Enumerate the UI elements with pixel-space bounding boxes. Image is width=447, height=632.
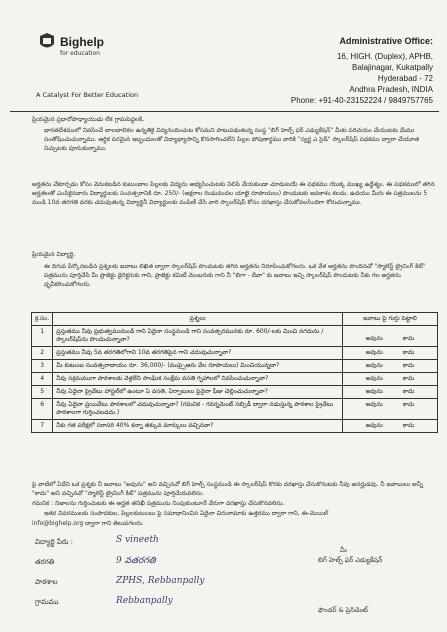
answer-cell[interactable]	[343, 386, 438, 399]
answer-yes[interactable]: అవును	[365, 401, 383, 408]
answer-cell[interactable]	[343, 347, 438, 360]
office-line: 16, HIGH. (Duplex), APHB,	[336, 52, 433, 61]
name-label: విద్యార్థి పేరు :	[35, 538, 73, 546]
answer-yes[interactable]: అవును	[365, 375, 383, 382]
para-instructions: ఈ దిగువ పేర్కొనబడిన ప్రశ్నలకు జవాబు లిఖిత ద్వారా స్కాలర్‌షిప్ పొందుటకు తగిన అర్హతను నిరూపించుకోగలరు. ఒక వేళ అర్హతను పొందినచో "స్మాలెస్ట్ ట్రైనింగ్ కిట్" పత్రమును పూర్తిచేసి మీ ప్రాజెక్టు డైరెక్టరుకు గాని, ప్రాజెక్టు కమిటీ మెంబరుకు గాని నీ "బిగా - దేవా" కు జవాబు ఇచ్చి స్కాలర్‌షిప్ పొందుటకు నీకు గల అర్హతను ధృవీకరించుకోగలరు.	[44, 263, 426, 288]
row-question: నీకు గత పరీక్షలో సరాసరి 40% కన్నా తక్కువ మార్కులు వచ్చినవా?	[53, 420, 343, 433]
note-important: గమనిక : నిజాలను గుర్తించుటకు ఈ అర్హత తనిఖీ పత్రమును నింపుకుంటూనే వేరుగా దరఖాస్తు చేసుకొనవలెను.	[32, 500, 285, 507]
row-number: 6	[32, 399, 53, 420]
brand-name: Bighelp	[60, 35, 104, 49]
student-salutation: ప్రియమైన విద్యార్థి,	[32, 251, 76, 258]
answer-cell[interactable]	[343, 373, 438, 386]
col-answer: జవాబు పై గుర్తు పెట్టాలి	[343, 313, 438, 326]
row-question: నీవు సక్రమముగా పాఠశాలకు వెళ్లలేని సాంఘిక సంక్షేమ వసతి గృహాలలో నివసించుచున్నావా?	[53, 373, 343, 386]
header-divider	[10, 111, 439, 112]
answer-yes[interactable]: అవును	[365, 335, 383, 342]
row-number: 7	[32, 420, 53, 433]
school-field[interactable]: ZPHS, Rebbanpally	[116, 576, 205, 586]
table-header	[32, 313, 438, 326]
answer-no[interactable]: కాదు	[402, 422, 415, 429]
office-address	[243, 36, 433, 106]
table-row	[32, 420, 438, 433]
answer-no[interactable]: కాదు	[402, 388, 415, 395]
office-line: Balajinagar, Kukatpally	[352, 63, 433, 72]
table-row	[32, 360, 438, 373]
answer-yes[interactable]: అవును	[365, 422, 383, 429]
answer-no[interactable]: కాదు	[402, 375, 415, 382]
col-serial: క్ర.సం.	[32, 313, 53, 326]
row-number: 1	[32, 326, 53, 347]
note-eligibility: పై వాటిలో ఏదేని ఒక ప్రశ్నకు నీ జవాబు "అవును" అని వచ్చినచో బిగ్ హెల్ప్ సంస్థనుండి ఈ స్కాలర్‌షిప్ కొరకు దరఖాస్తు చేసుకొనుటకు నీవు అనర్హుడవు. నీ జవాబులు అన్నీ "కాదు" అని వచ్చినచో "స్మాలెస్ట్ ట్రైనింగ్ కిట్" పత్రమును పూర్తిచేయవలెను.	[32, 481, 424, 497]
table-row	[32, 347, 438, 360]
salutation: ప్రియమైన ప్రధానోపాధ్యాయుడు లేక గ్రామపెద్దలకి,	[32, 116, 145, 123]
row-question: నీవు ఏదైనా ప్రయివేటు పాఠశాలలో చదువుచున్నావా? (గమనిక - గవర్నమెంట్ సబ్సిడీ ద్వారా నడుస్తున్న పాఠశాల ప్రైవేటు పాఠశాలగా గుర్తించబడదు.)	[53, 399, 343, 420]
table-row	[32, 373, 438, 386]
signature-title: ఫౌండర్ & ప్రెసిడెంట్	[318, 606, 368, 614]
office-phone: Phone: +91-40-23152224 / 9849757765	[290, 96, 433, 105]
row-question: ప్రస్తుతము నీవు ప్రభుత్వమునుండి గాని ఏదైనా సంస్థనుండి గాని సంవత్సరమునకు రూ. 600/-లకు మించి నగదును / స్కాలర్‌షిప్‌ను పొందుచున్నావా?	[53, 326, 343, 347]
answer-no[interactable]: కాదు	[402, 349, 415, 356]
eligibility-table	[31, 312, 438, 433]
col-question: ప్రశ్నలు	[53, 313, 343, 326]
school-label: పాఠశాల	[35, 578, 58, 586]
note-contact: ఇతర వివరములకు సంపాదకుల, పిల్లలకుటుంబు పై సమాధానించిన ఏదైనా చిరునామాకు ఉత్తరము ద్వారా గాని, ఈ-మెయిల్	[44, 510, 329, 517]
answer-cell[interactable]	[343, 326, 438, 347]
village-label: గ్రామము	[35, 598, 59, 606]
row-question: మీ కుటుంబ సంవత్సరాదాయం రూ. 36,000/- (ముప్పైఆరు వేల రూపాయలు) మించియున్నదా?	[53, 360, 343, 373]
para-eligibility: అర్హతను చేకూర్చడం కోసం వెనుకబడిన కుటుంబాల పిల్లలకు విద్యను అభ్యసించుటకు నిలిపి వేయకుండా చూడుటయే ఈ పథకము యొక్క ముఖ్య ఉద్దేశ్యం. ఈ పథకములో తగిన అర్హతలతో ఎంపికైనవారు విద్యార్థులకు సంవత్సరానికి రూ. 250/- (అక్షరాల రెండువందల యాభై రూపాయలు) పొందుటకు అవకాశం కలదు. ఉదయం మీరు ఈ పత్రములను 5 నుండి 10వ తరగతి వరకు చదువుతున్న విద్యార్థినీ విద్యార్థులకు పంపిణీ చేసి వారి స్కాలర్‌షిప్ కోసం దరఖాస్తు చేసుకోవలసిందిగా కోరుచున్నాము.	[32, 181, 435, 206]
name-field[interactable]: S vineeth	[116, 535, 159, 545]
table-row	[32, 326, 438, 347]
row-question: నీవు ఏదైనా ప్రైవేటు హాస్టల్‌లో ఉంటూ ఏ వసతి, ఏర్పాటులు పైనైనా ఫీజు చెల్లించుచున్నావా?	[53, 386, 343, 399]
class-field[interactable]: 9 వతరగతి	[116, 556, 156, 566]
row-number: 5	[32, 386, 53, 399]
row-number: 2	[32, 347, 53, 360]
tagline: A Catalyst For Better Education	[36, 91, 139, 99]
village-field[interactable]: Rebbanpally	[116, 596, 173, 606]
row-number: 4	[32, 373, 53, 386]
answer-yes[interactable]: అవును	[365, 388, 383, 395]
answer-no[interactable]: కాదు	[402, 362, 415, 369]
answer-yes[interactable]: అవును	[365, 362, 383, 369]
answer-cell[interactable]	[343, 420, 438, 433]
contact-email: info@bighelp.org ద్వారా గాని తెలుపగలరు.	[32, 520, 144, 527]
office-heading: Administrative Office:	[339, 36, 433, 46]
table-row	[32, 399, 438, 420]
answer-no[interactable]: కాదు	[402, 335, 415, 342]
brand-sub: for education	[60, 50, 100, 57]
answer-no[interactable]: కాదు	[402, 401, 415, 408]
table-row	[32, 386, 438, 399]
answer-cell[interactable]	[343, 399, 438, 420]
para-intro: భారతదేశములో నివసించే బాలబాలికల ఉన్నతికై విద్యనందించుట కోసమని పాటుపడుతున్న సంస్థ "బిగ్ హెల్ప్ ఫర్ ఎడ్యుకేషన్" మీకు పరిచయం చేయుటకు మేము సంతోషించుచున్నాము. ఆర్థిక పరమైన ఇబ్బందులతో విద్యాభ్యాసాన్ని కొనసాగించలేని పిల్లల పోషణార్థము వారికి "స్వర్ణ ఎ సైడ్" స్కాలర్‌షిప్ పథకము ద్వారా చేయూత నిచ్చుటకు పూనుకున్నాము.	[44, 127, 420, 152]
office-line: Hyderabad - 72	[377, 74, 433, 83]
office-line: Andhra Pradesh, INDIA	[349, 85, 433, 94]
signature-regards: మీ	[340, 546, 347, 554]
class-label: తరగతి	[35, 558, 55, 566]
answer-cell[interactable]	[343, 360, 438, 373]
answer-yes[interactable]: అవును	[365, 349, 383, 356]
signature-org: బిగ్ హెల్ప్ ఫర్ ఎడ్యుకేషన్	[318, 556, 383, 564]
row-question: ప్రస్తుతము నీవు 5వ తరగతిలోగాని 10వ తరగతిపైన గాని చదువుచున్నావా?	[53, 347, 343, 360]
row-number: 3	[32, 360, 53, 373]
bighelp-logo-icon	[38, 32, 56, 52]
